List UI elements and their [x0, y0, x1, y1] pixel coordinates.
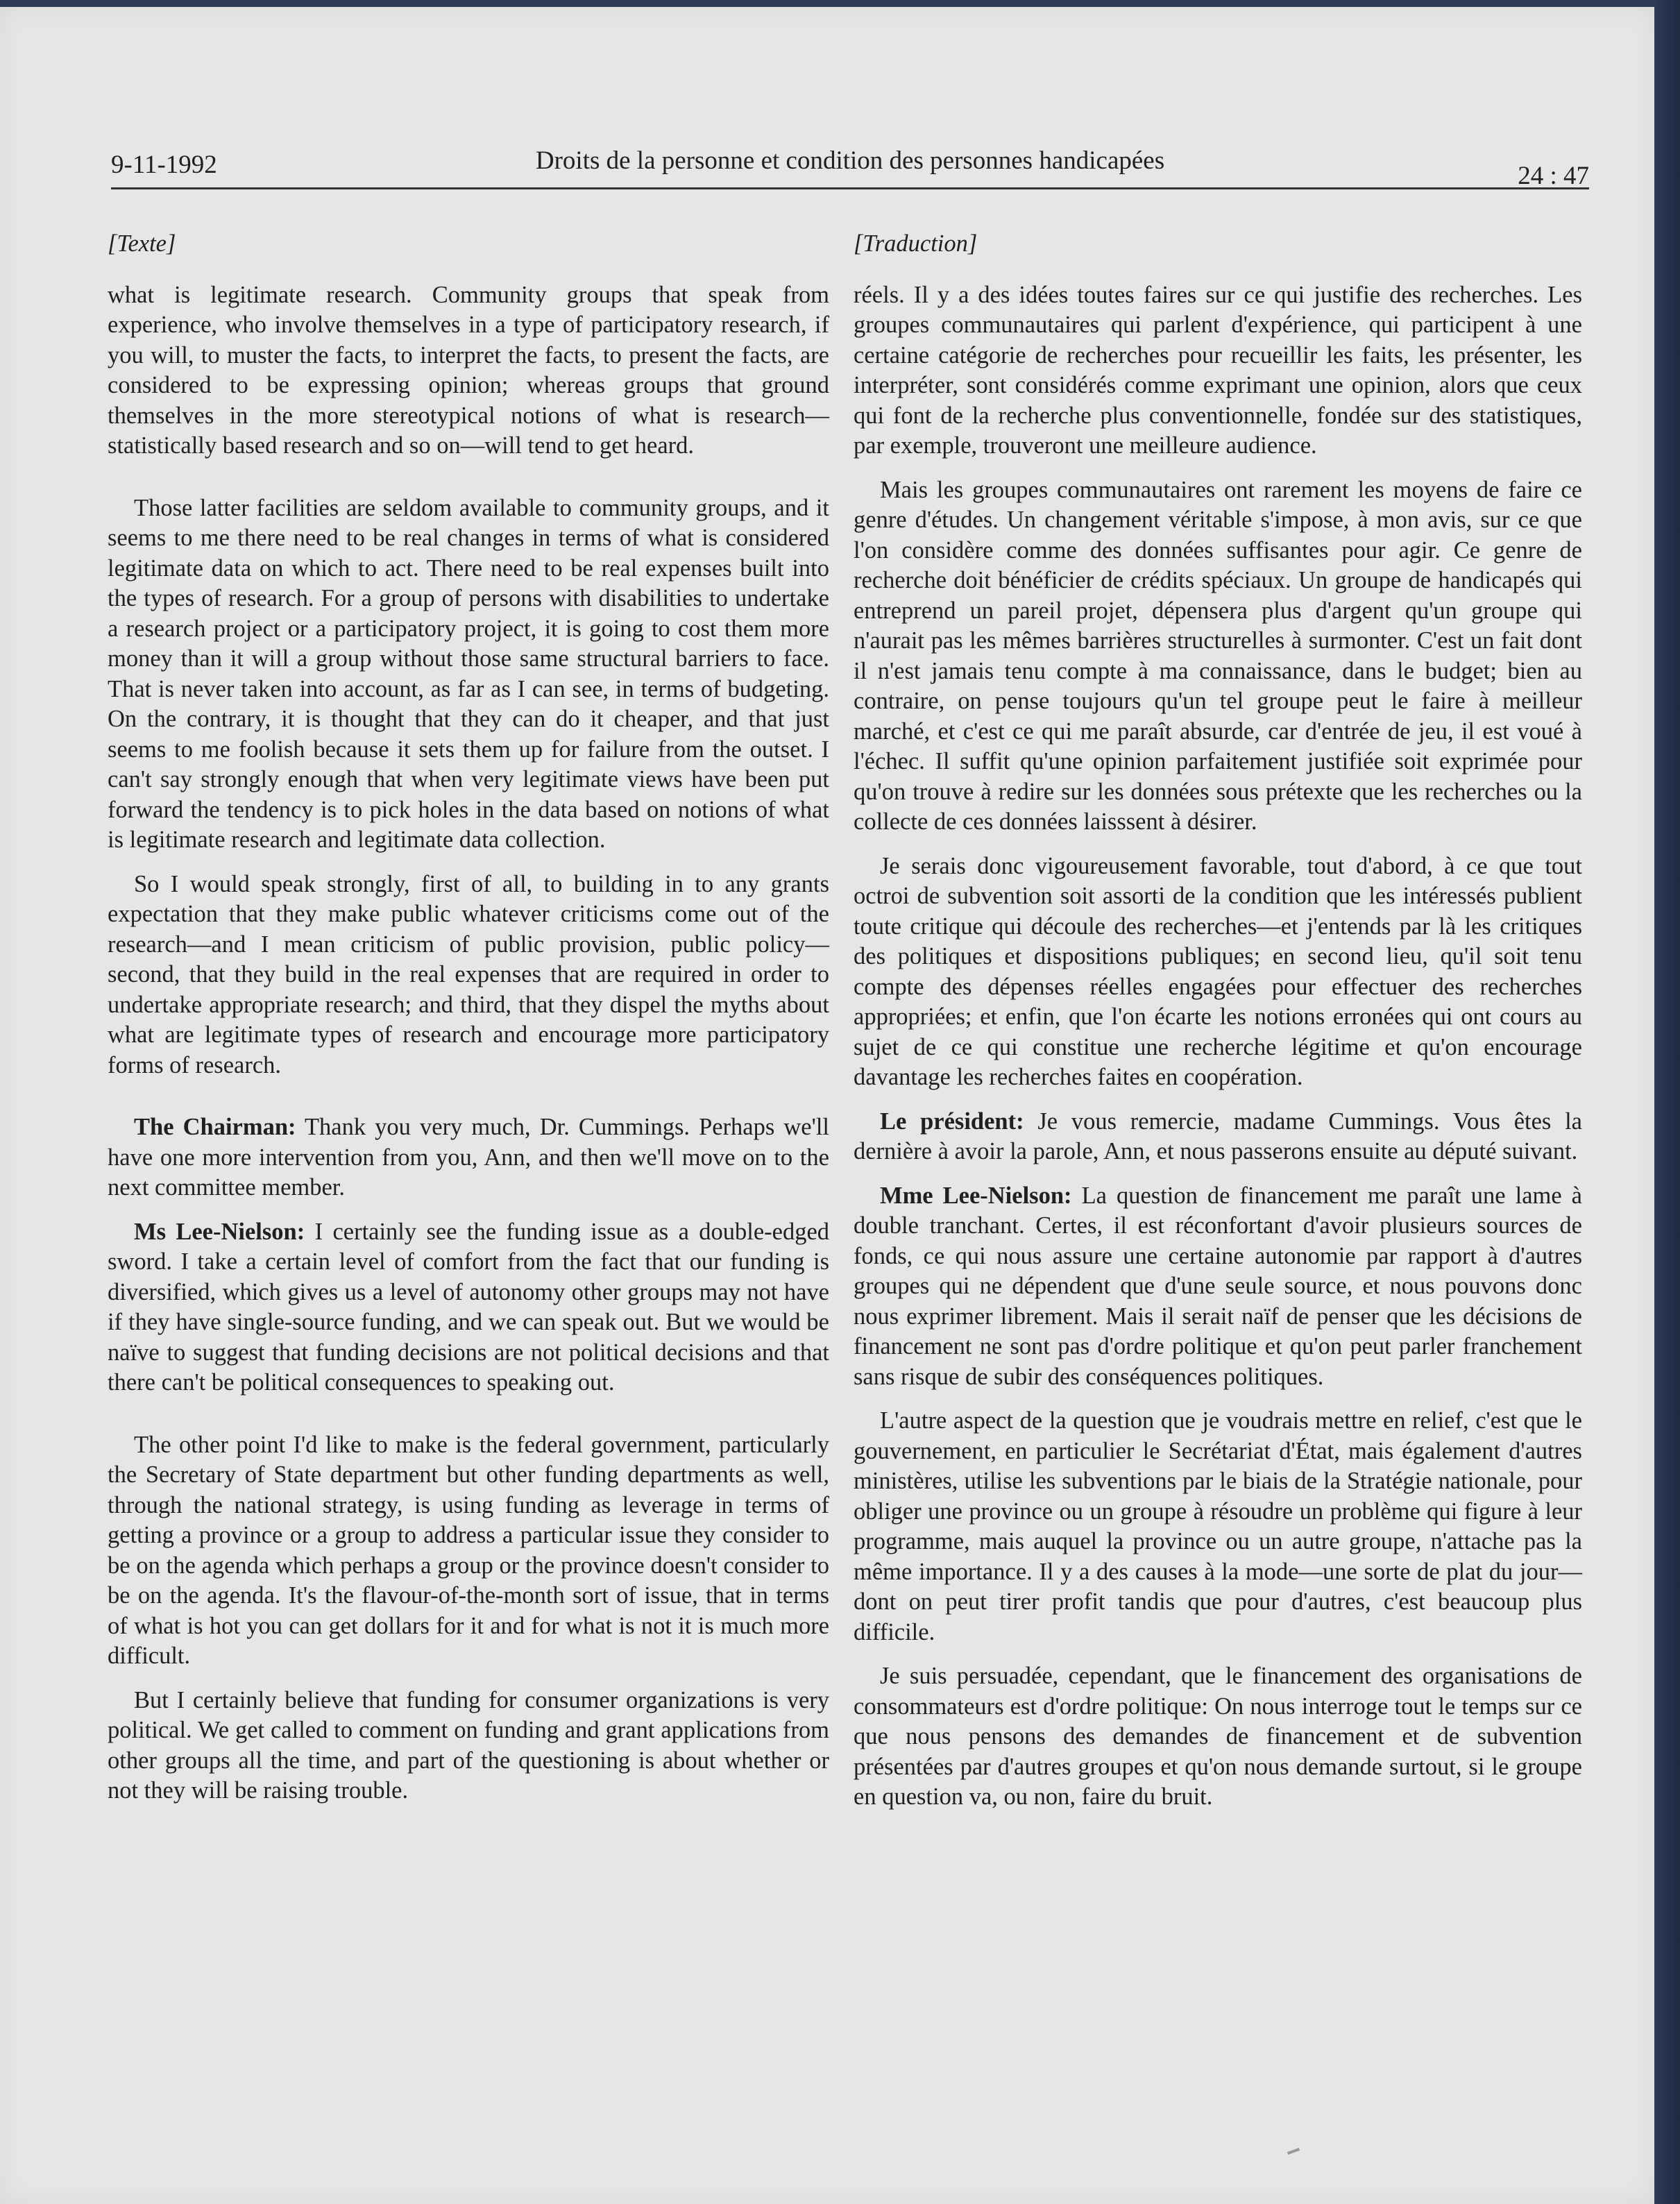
header-date: 9-11-1992: [111, 151, 217, 179]
speaker-name: The Chairman:: [134, 1114, 296, 1140]
paragraph: what is legitimate research. Community groups that speak from experience, who involve themselves in a type of participatory research, if you will, to muster the facts, to interpret the facts, to present the facts, are considered to be expressing opinion; whereas groups that ground themselves in the more stereotypical notions of what is research—statistically based research and so on—will tend to get heard.: [108, 281, 829, 459]
paragraph: Je serais donc vigoureusement favorable, tout d'abord, à ce que tout octroi de subvention soit assorti de la condition que les intéressés publient toute critique qui découle des recherches—et j'entends par là les critiques des politiques et dispositions publiques; en second lieu, qu'il soit tenu compte des dépenses réelles engagées pour effectuer des recherches appropriées; et enfin, que l'on écarte les notions erronées qui ont cours au sujet de ce qui constitue une recherche légitime et qu'on encourage davantage les recherches faites en coopération.: [854, 852, 1582, 1090]
book-edge-top: [0, 0, 1680, 7]
header-page-number: 24 : 47: [1518, 162, 1589, 190]
header-title: Droits de la personne et condition des personnes handicapées: [535, 146, 1165, 175]
section-label: [Texte]: [108, 230, 176, 257]
speaker-paragraph: [854, 1181, 1582, 1393]
paragraph: Those latter facilities are seldom available to community groups, and it seems to me there need to be real changes in terms of what is considered legitimate data on which to act. There need to be real expenses built into the types of research. For a group of persons with disabilities to undertake a research project or a participatory project, it is going to cost them more money than it will a group without those same structural barriers to face. That is never taken into account, as far as I can see, in terms of budgeting. On the contrary, it is thought that they can do it cheaper, and that just seems to me foolish because it sets them up for failure from the outset. I can't say strongly enough that when very legitimate views have been put forward the tendency is to pick holes in the data based on notions of what is legitimate research and legitimate data collection.: [108, 494, 829, 853]
paragraph: So I would speak strongly, first of all, to building in to any grants expectation that they make public whatever criticisms come out of the research—and I mean criticism of public provision, public policy—second, that they build in the real expenses that are required in order to undertake appropriate research; and third, that they dispel the myths about what are legitimate types of research and encourage more participatory forms of research.: [108, 870, 829, 1078]
speaker-name: Ms Lee-Nielson:: [134, 1218, 305, 1245]
paragraph: The other point I'd like to make is the federal government, particularly the Secretary of State department but other funding departments as well, through the national strategy, is using funding as leverage in terms of getting a province or a group to address a particular issue they consider to be on the agenda which perhaps a group or the province doesn't consider to be on the agenda. It's the flavour-of-the-month sort of issue, that in terms of what is hot you can get dollars for it and for what is not it is much more difficult.: [108, 1431, 829, 1669]
speaker-name: Le président:: [880, 1108, 1024, 1135]
paragraph: Mais les groupes communautaires ont rarement les moyens de faire ce genre d'études. Un changement véritable s'impose, à mon avis, sur ce que l'on considère comme des données suffisantes pour agir. Ce genre de recherche doit bénéficier de crédits spéciaux. Un groupe de handicapés qui entreprend un pareil projet, dépensera plus d'argent qu'un groupe qui n'aurait pas les mêmes barrières structurelles à surmonter. C'est un fait dont il n'est jamais tenu compte à ma connaissance, dans le budget; bien au contraire, on pense toujours qu'un tel groupe peut le faire à meilleur marché, et c'est ce qui me paraît absurde, car d'entrée de jeu, il est voué à l'échec. Il suffit qu'une opinion parfaitement justifiée soit exprimée pour qu'on trouve à redire sur les données sous prétexte que les recherches ou la collecte de ces données laisssent à désirer.: [854, 476, 1582, 835]
speech-text: Thank you very much, Dr. Cummings. Perhaps we'll have one more intervention from you, Ann, and then we'll move on to the next committee member.: [108, 1114, 829, 1201]
speaker-paragraph: [854, 1107, 1582, 1167]
paragraph: But I certainly believe that funding for consumer organizations is very political. We get called to comment on funding and grant applications from other groups all the time, and part of the questioning is about whether or not they will be raising trouble.: [108, 1686, 829, 1804]
speech-text: I certainly see the funding issue as a double-edged sword. I take a certain level of comfort from the fact that our funding is diversified, which gives us a level of autonomy other groups may not have if they have single-source funding, and we can speak out. But we would be naïve to suggest that funding decisions are not political decisions and that there can't be political consequences to speaking out.: [108, 1218, 830, 1396]
paragraph: L'autre aspect de la question que je voudrais mettre en relief, c'est que le gouvernement, en particulier le Secrétariat d'État, mais également d'autres ministères, utilise les subventions par le biais de la Stratégie nationale, pour obliger une province ou un groupe à résoudre un problème qui figure à leur programme, mais auquel la province ou un autre groupe, n'attache pas la même importance. Il y a des causes à la mode—une sorte de plat du jour—dont on peut tirer profit tandis que pour d'autres, c'est beaucoup plus difficile.: [854, 1407, 1582, 1645]
running-header: [111, 146, 1589, 189]
right-column-french: [854, 229, 1582, 1826]
paragraph: Je suis persuadée, cependant, que le financement des organisations de consommateurs est d'ordre politique: On nous interroge tout le temps sur ce que nous pensons des demandes de financement et de subvention présentées par d'autres groupes et qu'on nous demande surtout, si le groupe en question va, ou non, faire du bruit.: [854, 1663, 1582, 1810]
book-edge-right: [1654, 0, 1680, 2204]
section-label: [Traduction]: [854, 230, 978, 257]
speaker-paragraph: [108, 1112, 829, 1203]
speech-text: La question de financement me paraît une lame à double tranchant. Certes, il est réconfortant d'avoir plusieurs sources de fonds, ce qui nous assure une certaine autonomie par rapport à d'autres groupes qui ne dépendent que d'une seule source, et nous pouvons donc nous exprimer librement. Mais il serait naïf de penser que les décisions de financement ne sont pas d'ordre politique et qu'on peut parler franchement sans risque de subir des conséquences politiques.: [854, 1182, 1582, 1390]
left-column-english: [108, 229, 829, 1820]
speech-text: Je vous remercie, madame Cummings. Vous êtes la dernière à avoir la parole, Ann, et nous passerons ensuite au député suivant.: [854, 1108, 1582, 1164]
speaker-paragraph: [108, 1217, 829, 1398]
speaker-name: Mme Lee-Nielson:: [880, 1182, 1072, 1209]
paragraph: réels. Il y a des idées toutes faires sur ce qui justifie des recherches. Les groupes communautaires qui parlent d'expérience, qui participent à une certaine catégorie de recherches pour recueillir les faits, les présenter, les interpréter, sont considérés comme exprimant une opinion, alors que ceux qui font de la recherche plus conventionnelle, fondée sur des statistiques, par exemple, trouveront une meilleure audience.: [854, 281, 1582, 459]
